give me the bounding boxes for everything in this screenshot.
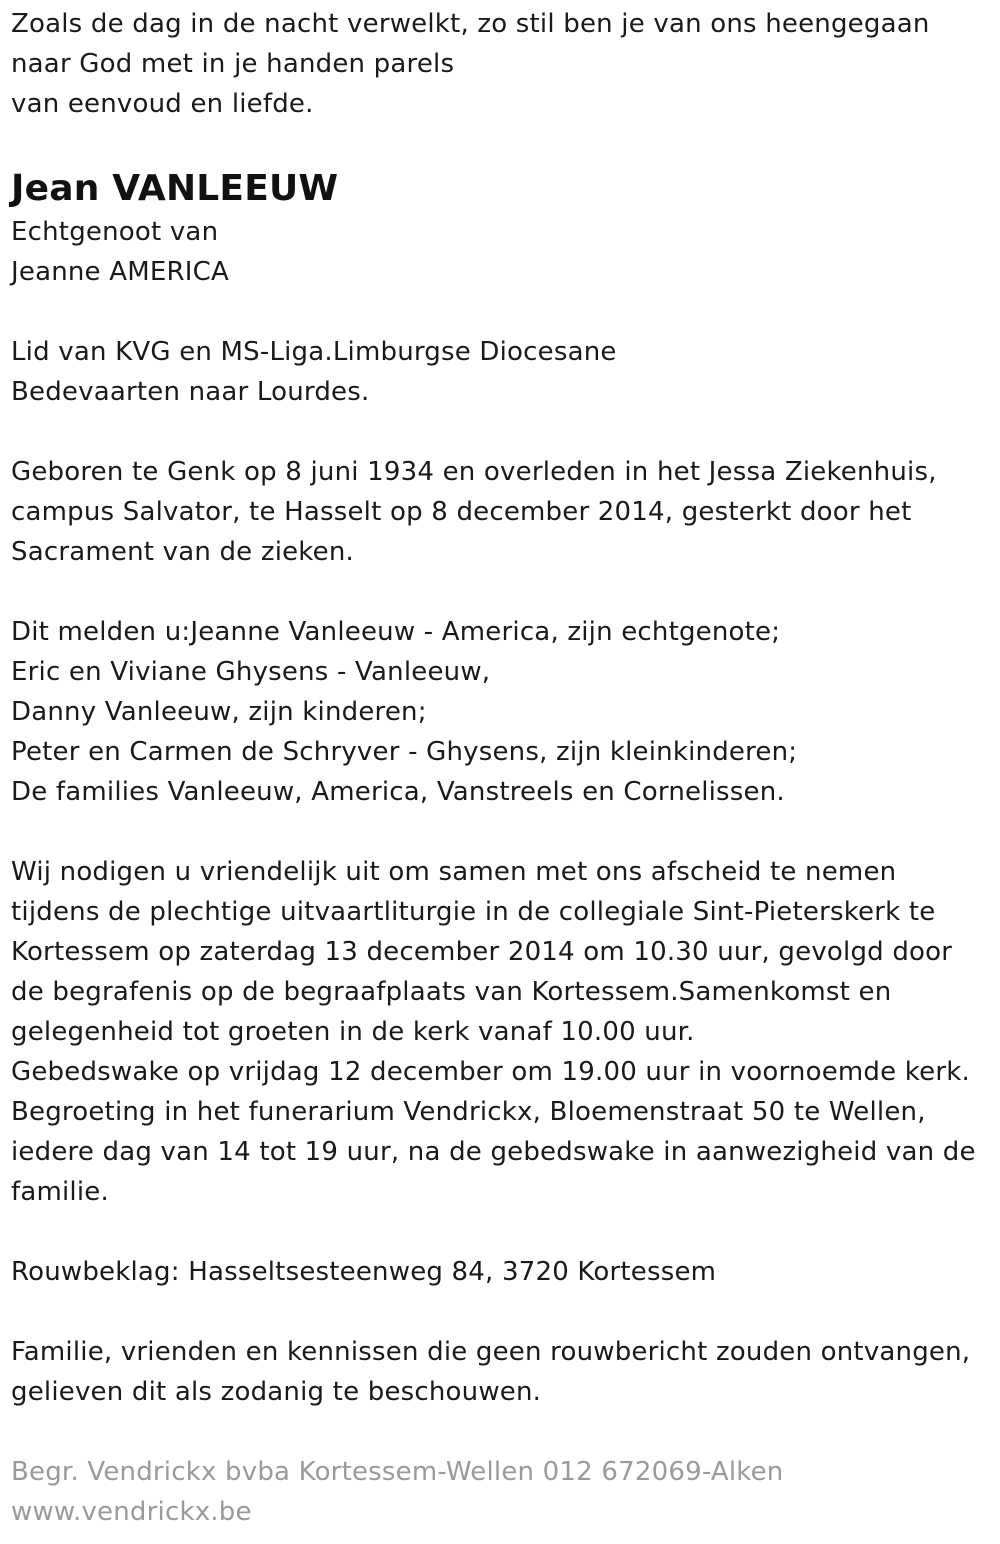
ceremony-line: de begrafenis op de begraafplaats van Kortessem.Samenkomst en [11, 977, 892, 1007]
condolence-address: Rouwbeklag: Hasseltsesteenweg 84, 3720 Kortessem [11, 1257, 717, 1287]
funeral-home-footer [11, 1452, 991, 1532]
ceremony-line: Gebedswake op vrijdag 12 december om 19.00 uur in voornoemde kerk. [11, 1057, 970, 1087]
ceremony-line: tijdens de plechtige uitvaartliturgie in de collegiale Sint-Pieterskerk te [11, 897, 936, 927]
poem-block [11, 4, 991, 124]
membership-block [11, 332, 991, 412]
announcers-block [11, 612, 991, 812]
ceremony-line: gelegenheid tot groeten in de kerk vanaf 10.00 uur. [11, 1017, 695, 1047]
condolence-block [11, 1252, 991, 1292]
birth-death-block [11, 452, 991, 572]
obituary-document [11, 4, 991, 1532]
deceased-block [11, 168, 991, 292]
spacer [11, 1292, 991, 1332]
ceremony-block [11, 852, 991, 1212]
membership-line: Bedevaarten naar Lourdes. [11, 377, 370, 407]
birth-death-line: campus Salvator, te Hasselt op 8 december 2014, gesterkt door het [11, 497, 912, 527]
spacer [11, 292, 991, 332]
ceremony-line: familie. [11, 1177, 109, 1207]
announcer-line: Dit melden u:Jeanne Vanleeuw - America, zijn echtgenote; [11, 617, 781, 647]
funeral-home-website: www.vendrickx.be [11, 1497, 252, 1527]
ceremony-line: Kortessem op zaterdag 13 december 2014 om 10.30 uur, gevolgd door [11, 937, 953, 967]
closing-line: gelieven dit als zodanig te beschouwen. [11, 1377, 542, 1407]
spacer [11, 1212, 991, 1252]
spacer [11, 1412, 991, 1452]
announcer-line: De families Vanleeuw, America, Vanstreels en Cornelissen. [11, 777, 785, 807]
ceremony-line: Wij nodigen u vriendelijk uit om samen met ons afscheid te nemen [11, 857, 897, 887]
poem-line: van eenvoud en liefde. [11, 89, 314, 119]
ceremony-line: Begroeting in het funerarium Vendrickx, Bloemenstraat 50 te Wellen, [11, 1097, 926, 1127]
closing-line: Familie, vrienden en kennissen die geen rouwbericht zouden ontvangen, [11, 1337, 971, 1367]
spacer [11, 412, 991, 452]
deceased-name: Jean VANLEEUW [11, 168, 339, 209]
birth-death-line: Geboren te Genk op 8 juni 1934 en overleden in het Jessa Ziekenhuis, [11, 457, 937, 487]
spacer [11, 572, 991, 612]
spacer [11, 124, 991, 168]
spacer [11, 812, 991, 852]
spouse-line: Echtgenoot van [11, 217, 219, 247]
ceremony-line: iedere dag van 14 tot 19 uur, na de gebedswake in aanwezigheid van de [11, 1137, 976, 1167]
announcer-line: Peter en Carmen de Schryver - Ghysens, zijn kleinkinderen; [11, 737, 798, 767]
closing-block [11, 1332, 991, 1412]
poem-line: naar God met in je handen parels [11, 49, 455, 79]
funeral-home-info: Begr. Vendrickx bvba Kortessem-Wellen 012 672069-Alken [11, 1457, 784, 1487]
birth-death-line: Sacrament van de zieken. [11, 537, 354, 567]
announcer-line: Eric en Viviane Ghysens - Vanleeuw, [11, 657, 491, 687]
membership-line: Lid van KVG en MS-Liga.Limburgse Diocesane [11, 337, 617, 367]
announcer-line: Danny Vanleeuw, zijn kinderen; [11, 697, 427, 727]
poem-line: Zoals de dag in de nacht verwelkt, zo stil ben je van ons heengegaan [11, 9, 930, 39]
spouse-line: Jeanne AMERICA [11, 257, 229, 287]
